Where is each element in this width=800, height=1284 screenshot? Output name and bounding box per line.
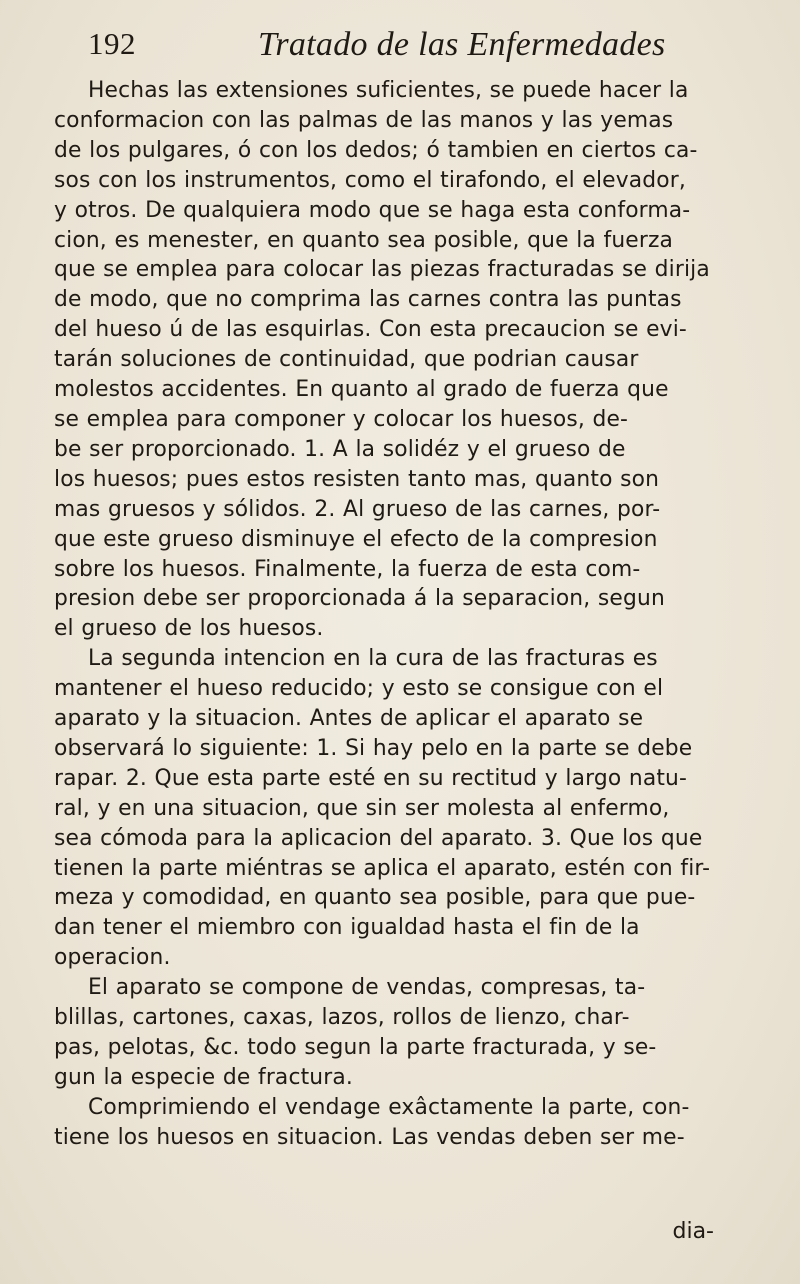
text-line: mas gruesos y sólidos. 2. Al grueso de las carnes, por- [54,496,661,522]
body-text [54,76,786,1153]
text-line: aparato y la situacion. Antes de aplicar el aparato se [54,706,644,732]
text-line: observará lo siguiente: 1. Si hay pelo en la parte se debe [54,735,693,761]
text-line: tiene los huesos en situacion. Las vendas deben ser me- [54,1124,685,1150]
text-line: el grueso de los huesos. [54,616,324,642]
text-line: del hueso ú de las esquirlas. Con esta precaucion se evi- [54,317,687,343]
page-number: 192 [88,26,136,61]
text-line: blillas, cartones, caxas, lazos, rollos de lienzo, char- [54,1005,630,1031]
text-line: Comprimiendo el vendage exâctamente la parte, con- [88,1094,690,1120]
text-line: dan tener el miembro con igualdad hasta el fin de la [54,915,640,941]
text-line: pas, pelotas, &c. todo segun la parte fracturada, y se- [54,1035,657,1060]
text-line: El aparato se compone de vendas, compresas, ta- [88,975,646,1001]
text-line: rapar. 2. Que esta parte esté en su rectitud y largo natu- [54,765,688,791]
text-line: meza y comodidad, en quanto sea posible, para que pue- [54,885,696,911]
catchword: dia- [672,1219,714,1244]
text-line: cion, es menester, en quanto sea posible, que la fuerza [54,227,674,253]
text-line: ral, y en una situacion, que sin ser molesta al enfermo, [54,795,670,821]
text-line: sea cómoda para la aplicacion del aparato. 3. Que los que [54,825,703,851]
text-line: presion debe ser proporcionada á la separacion, segun [54,586,665,612]
running-title: Tratado de las Enfermedades [258,26,666,63]
text-line: y otros. De qualquiera modo que se haga esta conforma- [54,197,691,223]
text-line: sos con los instrumentos, como el tirafondo, el elevador, [54,167,686,193]
text-line: los huesos; pues estos resisten tanto mas, quanto son [54,466,660,492]
text-line: de los pulgares, ó con los dedos; ó tambien en ciertos ca- [54,137,698,163]
running-head [58,22,750,70]
text-line: La segunda intencion en la cura de las fracturas es [88,646,658,672]
text-line: de modo, que no comprima las carnes contra las puntas [54,287,682,313]
text-line: tarán soluciones de continuidad, que podrian causar [54,347,639,373]
text-line: mantener el hueso reducido; y esto se consigue con el [54,676,664,702]
text-line: se emplea para componer y colocar los huesos, de- [54,406,629,432]
text-line: sobre los huesos. Finalmente, la fuerza de esta com- [54,556,641,582]
text-line: tienen la parte miéntras se aplica el aparato, estén con fir- [54,855,711,881]
text-line: be ser proporcionado. 1. A la solidéz y el grueso de [54,436,626,462]
text-line: gun la especie de fractura. [54,1064,353,1090]
text-line: Hechas las extensiones suficientes, se puede hacer la [88,78,689,103]
text-line: que se emplea para colocar las piezas fracturadas se dirija [54,257,710,283]
text-line: operacion. [54,945,171,971]
text-line: que este grueso disminuye el efecto de la compresion [54,526,658,552]
text-line: conformacion con las palmas de las manos y las yemas [54,107,674,133]
text-line: molestos accidentes. En quanto al grado de fuerza que [54,377,669,403]
